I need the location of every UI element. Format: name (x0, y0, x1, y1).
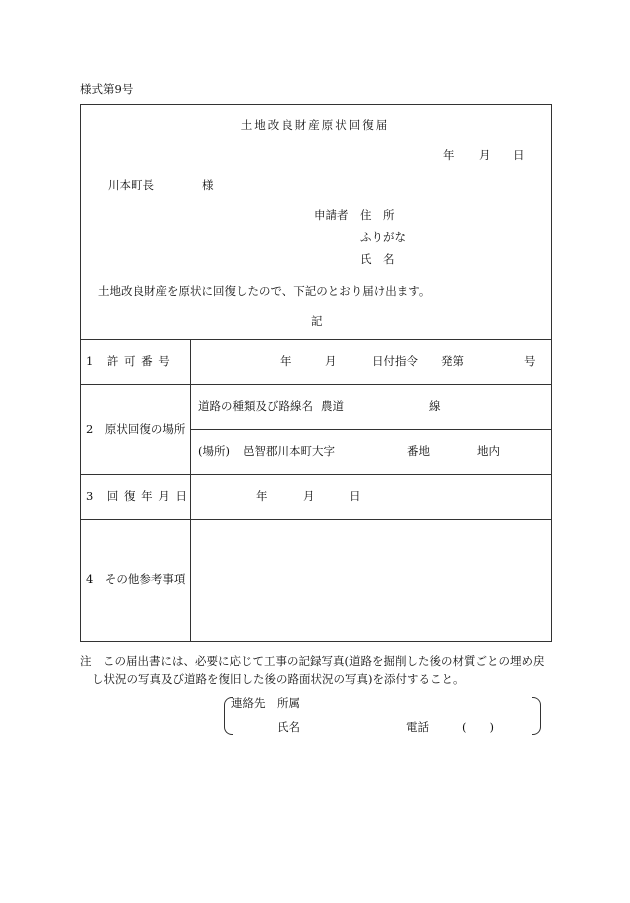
note-prefix: 注 (80, 654, 92, 668)
ki-heading: 記 (311, 314, 323, 328)
note-line-1: この届出書には、必要に応じて工事の記録写真(道路を掘削した後の材質ごとの埋め戻 (103, 654, 545, 668)
place-name: 邑智郡川本町大字 (243, 444, 335, 458)
restore-year: 年 (256, 489, 268, 503)
other-notes-label: 4 その他参考事項 (86, 572, 186, 586)
permit-label: 1 許 可 番 号 (86, 354, 171, 368)
contact-phone-paren: ( ) (462, 720, 494, 734)
date-year: 年 (443, 148, 455, 162)
row-divider-3 (80, 474, 552, 475)
note-line-2: し状況の写真及び道路を復旧した後の路面状況の写真)を添付すること。 (92, 672, 465, 686)
contact-bracket-right (532, 697, 541, 735)
applicant-name: 氏 名 (360, 252, 395, 266)
restore-day: 日 (349, 489, 361, 503)
contact-affiliation: 所属 (277, 696, 300, 710)
form-number: 様式第9号 (80, 82, 134, 96)
applicant-address: 住 所 (360, 208, 395, 222)
applicant-label: 申請者 (314, 208, 349, 222)
applicant-furigana: ふりがな (360, 230, 406, 244)
place-label: (場所) (198, 444, 230, 458)
permit-month: 月 (325, 354, 337, 368)
contact-label: 連絡先 (231, 696, 266, 710)
road-nodo: 農道 (321, 399, 344, 413)
contact-phone: 電話 (406, 720, 429, 734)
row-divider-1 (80, 339, 552, 340)
place-banchi: 番地 (407, 444, 430, 458)
date-month: 月 (479, 148, 491, 162)
location-label: 2 原状回復の場所 (86, 422, 186, 436)
contact-name: 氏名 (277, 720, 300, 734)
place-chinai: 地内 (477, 444, 500, 458)
permit-hatsudai: 発第 (441, 354, 464, 368)
permit-number-suffix: 号 (524, 354, 536, 368)
permit-year: 年 (280, 354, 292, 368)
statement: 土地改良財産を原状に回復したので、下記のとおり届け出ます。 (98, 284, 431, 298)
addressee-name: 川本町長 (108, 178, 154, 192)
form-title: 土地改良財産原状回復届 (240, 118, 390, 132)
road-type-label: 道路の種類及び路線名 (198, 399, 313, 413)
restore-date-label: 3 回 復 年 月 日 (86, 489, 188, 503)
restore-month: 月 (303, 489, 315, 503)
date-day: 日 (513, 148, 525, 162)
addressee-honorific: 様 (202, 178, 214, 192)
road-sen: 線 (429, 399, 441, 413)
row-divider-2 (80, 384, 552, 385)
row-divider-location-inner (190, 429, 552, 430)
permit-date-issue: 日付指令 (372, 354, 418, 368)
other-notes-area[interactable] (191, 520, 551, 641)
